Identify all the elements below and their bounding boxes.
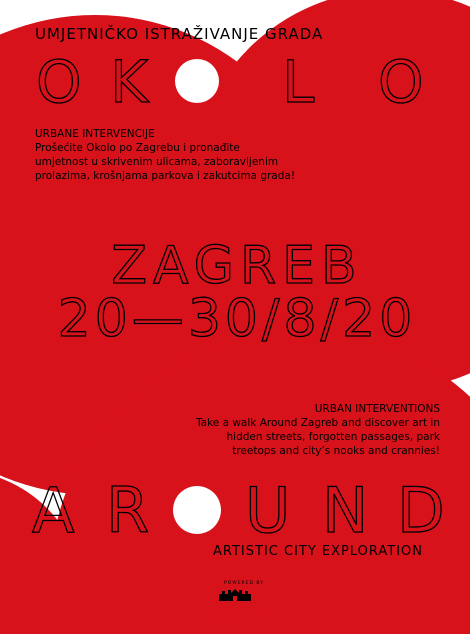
sponsor-name: Zagreb [205, 604, 271, 625]
croatian-line: prolazima, krošnjama parkova i zakutcima grada! [35, 170, 296, 182]
english-line: treetops and city’s nooks and crannies! [232, 445, 440, 457]
title-bottom-letter-3: U [245, 474, 291, 547]
date-line: 20—30/8/20 [57, 289, 417, 349]
title-top-letter-2: K [110, 48, 149, 116]
city-crest-icon [218, 588, 252, 602]
croatian-text-block [35, 127, 295, 183]
croatian-line: umjetnost u skrivenim ulicama, zaboravljenim [35, 156, 279, 168]
english-heading: URBAN INTERVENTIONS [314, 403, 440, 415]
title-bottom-letter-4: N [322, 474, 369, 547]
english-line: Take a walk Around Zagreb and discover art in [195, 417, 440, 429]
city-line: ZAGREB [111, 236, 363, 296]
header-title: UMJETNIČKO ISTRAŽIVANJE GRADA [35, 25, 324, 43]
croatian-heading: URBANE INTERVENCIJE [35, 128, 155, 140]
title-bottom-letter-1: A [32, 474, 75, 547]
title-top-letter-3: L [282, 48, 315, 116]
title-top-letter-1: O [36, 48, 82, 116]
title-top-letter-4: O [378, 48, 424, 116]
subtitle: ARTISTIC CITY EXPLORATION [213, 544, 424, 559]
powered-by-label: POWERED BY [224, 581, 265, 586]
title-top-dot [175, 59, 219, 103]
title-bottom-letter-2: R [106, 474, 150, 547]
english-line: hidden streets, forgotten passages, park [226, 431, 440, 443]
croatian-line: Prošećite Okolo po Zagrebu i pronađite [35, 142, 240, 154]
title-bottom-letter-5: D [397, 474, 445, 547]
title-bottom-dot [173, 486, 221, 534]
english-text-block [196, 402, 440, 458]
